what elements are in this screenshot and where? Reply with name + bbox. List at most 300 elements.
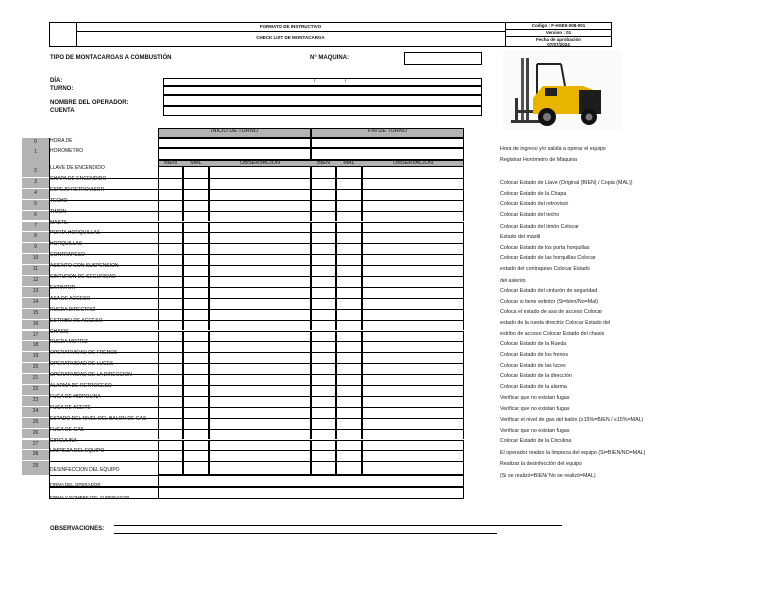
instruction-item: Colocar Estado de la dirección <box>500 373 572 379</box>
instruction-item: Coloca el estado de asa de acceso Colocar <box>500 309 603 315</box>
bien-start-cell[interactable] <box>158 211 183 222</box>
obs-end-cell[interactable] <box>362 352 464 363</box>
date-separator-1: / <box>314 78 316 84</box>
row-number: 0 <box>34 139 37 145</box>
row-label: ALARMA DE RETROCESO <box>50 383 112 389</box>
row-number: 28 <box>32 451 39 458</box>
row-number: 5 <box>34 200 37 207</box>
account-field[interactable] <box>163 106 482 116</box>
obs-start-cell[interactable] <box>209 298 311 309</box>
mal-start-cell[interactable] <box>183 363 209 374</box>
bien-start-cell[interactable] <box>158 287 183 298</box>
bien-end-cell[interactable] <box>311 243 336 254</box>
forklift-icon <box>503 50 621 130</box>
mal-end-cell[interactable] <box>336 287 362 298</box>
mal-end-cell[interactable] <box>336 363 362 374</box>
row-number: 4 <box>34 189 37 196</box>
obs-end-cell[interactable] <box>362 178 464 189</box>
obs-start-cell[interactable] <box>209 287 311 298</box>
bien-end-cell[interactable] <box>311 440 336 451</box>
row-label: RUEDA DIRECTRIZ <box>50 306 96 313</box>
instruction-item: Colocar Estado de la Chapa <box>500 191 567 197</box>
row-label: FUGA DE HIDROLINA <box>50 393 101 400</box>
col-mal-end: MAL <box>343 160 355 166</box>
mal-start-cell[interactable] <box>183 418 209 429</box>
mal-start-cell[interactable] <box>183 232 209 243</box>
mal-start-cell[interactable] <box>183 287 209 298</box>
bien-start-cell[interactable] <box>158 429 183 440</box>
col-obs-start: OBSERVACION <box>240 160 280 166</box>
bien-start-cell[interactable] <box>158 200 183 211</box>
mal-end-cell[interactable] <box>336 418 362 429</box>
col-bien-end: BIEN <box>317 160 330 166</box>
mal-end-cell[interactable] <box>336 309 362 320</box>
mal-start-cell[interactable] <box>183 254 209 265</box>
bien-end-cell[interactable] <box>311 320 336 331</box>
day-label: DÍA: <box>50 78 63 84</box>
obs-start-cell[interactable] <box>209 309 311 320</box>
obs-start-cell[interactable] <box>209 461 311 475</box>
bien-end-cell[interactable] <box>311 211 336 222</box>
mal-start-cell[interactable] <box>183 222 209 233</box>
obs-start-cell[interactable] <box>209 363 311 374</box>
instruction-item: Colocar Estado de las luces <box>500 363 566 369</box>
observations-label: OBSERVACIONES: <box>50 526 105 532</box>
instruction-item: Colocar Estado de la alarma <box>500 384 567 390</box>
obs-end-cell[interactable] <box>362 341 464 352</box>
bien-start-cell[interactable] <box>158 243 183 254</box>
instruction-item: Colocar Estado del cinturón de seguridad <box>500 288 598 294</box>
instruction-item: (Si se realizó=BIEN/ No se realizó=MAL) <box>500 473 596 479</box>
obs-start-cell[interactable] <box>209 374 311 385</box>
document-version: Version : 01 <box>545 30 572 35</box>
obs-start-cell[interactable] <box>209 396 311 407</box>
row-number: 10 <box>32 255 39 262</box>
obs-end-cell[interactable] <box>362 374 464 385</box>
table-left-line <box>49 138 50 475</box>
instruction-item: Colocar Estado de la Rueda <box>500 341 567 347</box>
obs-start-cell[interactable] <box>209 407 311 418</box>
end-time-cell[interactable] <box>311 138 464 148</box>
mal-start-cell[interactable] <box>183 396 209 407</box>
sign-operator-label: FIRMA DEL OPERADOR <box>50 482 101 487</box>
mal-end-cell[interactable] <box>336 429 362 440</box>
row-label: HOROMETRO <box>50 148 84 154</box>
obs-start-cell[interactable] <box>209 167 311 178</box>
bien-end-cell[interactable] <box>311 200 336 211</box>
mal-end-cell[interactable] <box>336 352 362 363</box>
forklift-type-title: TIPO DE MONTACARGAS A COMBUSTIÓN <box>50 55 172 61</box>
row-label: DESINFECCION DEL EQUIPO <box>50 467 120 474</box>
obs-start-cell[interactable] <box>209 385 311 396</box>
instruction-item: Colocar Estado del techo <box>500 212 560 218</box>
bien-start-cell[interactable] <box>158 396 183 407</box>
checklist-title: CHECK LIST DE MONTACARGA <box>256 35 325 40</box>
row-number: 12 <box>32 277 39 283</box>
mal-end-cell[interactable] <box>336 189 362 200</box>
instruction-item: del asiento <box>500 278 526 284</box>
row-number: 11 <box>32 266 39 273</box>
obs-end-cell[interactable] <box>362 276 464 287</box>
row-number: 27 <box>32 440 39 447</box>
obs-end-cell[interactable] <box>362 396 464 407</box>
obs-start-cell[interactable] <box>209 265 311 276</box>
row-label: ESTRIBO DE ACCESO <box>50 317 103 324</box>
row-label: TIMON <box>50 208 67 215</box>
obs-end-cell[interactable] <box>362 287 464 298</box>
observations-line-1 <box>114 525 562 526</box>
obs-end-cell[interactable] <box>362 450 464 461</box>
instruction-item: Registrar Horómetro de Máquina <box>500 157 578 163</box>
bien-end-cell[interactable] <box>311 178 336 189</box>
row-label: ASA DE ACCESO <box>50 295 91 302</box>
bien-start-cell[interactable] <box>158 298 183 309</box>
row-label: ASIENTO CON SUSPENSION <box>50 263 119 270</box>
obs-start-cell[interactable] <box>209 429 311 440</box>
machine-number-label: N° MAQUINA: <box>310 55 350 61</box>
bien-end-cell[interactable] <box>311 287 336 298</box>
row-label: OPERATIVIDAD DE LA DIRECCION <box>50 372 132 379</box>
obs-end-cell[interactable] <box>362 189 464 200</box>
obs-start-cell[interactable] <box>209 254 311 265</box>
bien-start-cell[interactable] <box>158 320 183 331</box>
mal-start-cell[interactable] <box>183 341 209 352</box>
mal-end-cell[interactable] <box>336 407 362 418</box>
row-label: HORA DE <box>50 138 73 144</box>
obs-end-cell[interactable] <box>362 461 464 475</box>
approval-label: Fecha de aprobación <box>535 37 581 42</box>
obs-end-cell[interactable] <box>362 232 464 243</box>
row-label: LLAVE DE ENCENDIDO <box>50 165 105 171</box>
obs-start-cell[interactable] <box>209 189 311 200</box>
mal-end-cell[interactable] <box>336 178 362 189</box>
mal-start-cell[interactable] <box>183 309 209 320</box>
col-obs-end: OBSERVACION <box>393 160 433 166</box>
bien-start-cell[interactable] <box>158 385 183 396</box>
bien-end-cell[interactable] <box>311 298 336 309</box>
bien-start-cell[interactable] <box>158 374 183 385</box>
bien-end-cell[interactable] <box>311 222 336 233</box>
mal-end-cell[interactable] <box>336 374 362 385</box>
bien-start-cell[interactable] <box>158 450 183 461</box>
bien-start-cell[interactable] <box>158 232 183 243</box>
obs-start-cell[interactable] <box>209 352 311 363</box>
row-label: RUEDA MOTRIZ <box>50 339 88 346</box>
obs-start-cell[interactable] <box>209 222 311 233</box>
operator-name-field[interactable] <box>163 95 482 106</box>
mal-end-cell[interactable] <box>336 200 362 211</box>
instruction-item: Verificar que no existan fugas <box>500 406 570 412</box>
bien-start-cell[interactable] <box>158 167 183 178</box>
row-label: CIRCULINA <box>50 437 77 444</box>
row-number: 20 <box>32 364 39 371</box>
instruction-item: estado de la rueda directriz Colocar Estado del <box>500 320 611 326</box>
format-title: FORMATO DE INSTRUCTIVO <box>259 24 322 29</box>
mal-end-cell[interactable] <box>336 461 362 475</box>
row-number-cell <box>22 160 49 167</box>
row-label: OPERATIVIDAD DE FRENOS <box>50 350 118 357</box>
end-shift-header: FIN DE TURNO <box>367 128 407 134</box>
bien-end-cell[interactable] <box>311 309 336 320</box>
row-number: 6 <box>34 211 37 218</box>
bien-end-cell[interactable] <box>311 374 336 385</box>
sign-supervisor-label: FIRMA Y NOMBRE DEL SUPERVISOR <box>50 495 130 500</box>
row-number: 23 <box>32 396 39 403</box>
mal-start-cell[interactable] <box>183 298 209 309</box>
obs-start-cell[interactable] <box>209 320 311 331</box>
start-time-cell[interactable] <box>158 138 311 148</box>
bien-end-cell[interactable] <box>311 396 336 407</box>
mal-end-cell[interactable] <box>336 232 362 243</box>
start-time-cell[interactable] <box>158 148 311 160</box>
bien-start-cell[interactable] <box>158 461 183 475</box>
obs-end-cell[interactable] <box>362 440 464 451</box>
bien-start-cell[interactable] <box>158 189 183 200</box>
bien-start-cell[interactable] <box>158 276 183 287</box>
row-label: FUGA DE GAS <box>50 426 84 433</box>
obs-start-cell[interactable] <box>209 178 311 189</box>
obs-end-cell[interactable] <box>362 243 464 254</box>
bien-end-cell[interactable] <box>311 232 336 243</box>
mal-start-cell[interactable] <box>183 331 209 342</box>
bien-end-cell[interactable] <box>311 363 336 374</box>
bien-end-cell[interactable] <box>311 429 336 440</box>
mal-end-cell[interactable] <box>336 341 362 352</box>
obs-end-cell[interactable] <box>362 222 464 233</box>
obs-start-cell[interactable] <box>209 232 311 243</box>
observations-line-2 <box>114 533 497 534</box>
obs-start-cell[interactable] <box>209 211 311 222</box>
row-label: CHAPA DE ENCENDIDO <box>50 175 107 182</box>
instruction-item: estribo de acceso Colocar Estado del chasis <box>500 331 605 337</box>
mal-start-cell[interactable] <box>183 450 209 461</box>
mal-start-cell[interactable] <box>183 211 209 222</box>
mal-end-cell[interactable] <box>336 276 362 287</box>
operator-signature-field[interactable] <box>49 475 464 487</box>
machine-number-field[interactable] <box>404 52 482 65</box>
bien-end-cell[interactable] <box>311 407 336 418</box>
bien-start-cell[interactable] <box>158 254 183 265</box>
instruction-item: Verificar el nivel de gas del balón (≥15%=BIEN / ≤15%=MAL) <box>500 417 644 423</box>
mal-end-cell[interactable] <box>336 265 362 276</box>
instruction-item: Colocar Estado de las horquillas Colocar <box>500 255 596 261</box>
col-mal-start: MAL <box>190 160 202 166</box>
bien-end-cell[interactable] <box>311 276 336 287</box>
date-separator-2: / <box>345 78 347 84</box>
row-number: 7 <box>34 222 37 229</box>
bien-start-cell[interactable] <box>158 178 183 189</box>
instruction-item: Realizar la desinfección del equipo <box>500 461 582 467</box>
row-number: 16 <box>32 320 39 327</box>
row-label: ESPEJO RETROVISOR <box>50 186 105 193</box>
obs-end-cell[interactable] <box>362 200 464 211</box>
mal-start-cell[interactable] <box>183 407 209 418</box>
instruction-item: Colocar si tiene extintor (Si=bien/No=Mal) <box>500 299 599 305</box>
row-label: ESTADO DEL NIVEL DEL BALON DE GAS <box>50 415 147 422</box>
obs-end-cell[interactable] <box>362 320 464 331</box>
operator-name-label: NOMBRE DEL OPERADOR: <box>50 100 129 106</box>
row-label: CONTRAPESO <box>50 252 86 259</box>
bien-start-cell[interactable] <box>158 363 183 374</box>
bien-end-cell[interactable] <box>311 167 336 178</box>
forklift-photo <box>503 50 621 130</box>
approval-date: 07/07/2024 <box>547 42 570 47</box>
bien-end-cell[interactable] <box>311 254 336 265</box>
row-number: 29 <box>32 463 39 470</box>
bien-start-cell[interactable] <box>158 352 183 363</box>
mal-start-cell[interactable] <box>183 385 209 396</box>
instruction-item: El operador realizo la limpieza del equipo (Si=BIEN/NO=MAL) <box>500 450 646 456</box>
obs-start-cell[interactable] <box>209 331 311 342</box>
row-number: 1 <box>34 149 37 155</box>
obs-end-cell[interactable] <box>362 407 464 418</box>
row-number: 26 <box>32 429 39 436</box>
row-number: 2 <box>34 168 37 174</box>
bien-end-cell[interactable] <box>311 450 336 461</box>
instruction-item: Colocar Estado de los porta horquillas <box>500 245 590 251</box>
row-label: FUGA DE ACEITE <box>50 404 92 411</box>
mal-start-cell[interactable] <box>183 429 209 440</box>
obs-end-cell[interactable] <box>362 309 464 320</box>
obs-start-cell[interactable] <box>209 200 311 211</box>
bien-start-cell[interactable] <box>158 331 183 342</box>
mal-start-cell[interactable] <box>183 178 209 189</box>
instruction-item: Hora de ingreso y/o salida a operar el equipo <box>500 146 606 152</box>
row-number: 13 <box>32 287 39 294</box>
end-time-cell[interactable] <box>311 148 464 160</box>
instruction-item: Colocar Estado del retrovisor <box>500 201 569 207</box>
row-number: 17 <box>32 331 39 338</box>
mal-start-cell[interactable] <box>183 265 209 276</box>
row-number: 25 <box>32 418 39 425</box>
mal-end-cell[interactable] <box>336 222 362 233</box>
obs-start-cell[interactable] <box>209 440 311 451</box>
obs-end-cell[interactable] <box>362 331 464 342</box>
instruction-item: estado del contrapeso Colocar Estado <box>500 266 590 272</box>
instruction-item: Colocar Estado de Llave (Original (BIEN) / Copia (MAL)) <box>500 180 633 186</box>
bien-start-cell[interactable] <box>158 341 183 352</box>
mal-end-cell[interactable] <box>336 396 362 407</box>
row-label: OPERATIVIDAD DE LUCES <box>50 361 114 368</box>
bien-start-cell[interactable] <box>158 440 183 451</box>
bien-end-cell[interactable] <box>311 189 336 200</box>
row-number: 19 <box>32 353 39 360</box>
day-field[interactable] <box>163 78 482 86</box>
bien-end-cell[interactable] <box>311 385 336 396</box>
row-label: CINTURON DE SEGURIDAD <box>50 274 116 280</box>
bien-start-cell[interactable] <box>158 265 183 276</box>
instruction-item: Colocar Estado de los frenos <box>500 352 569 358</box>
mal-end-cell[interactable] <box>336 440 362 451</box>
account-label: CUENTA <box>50 108 75 114</box>
row-label: HORQUILLAS <box>50 241 83 248</box>
row-number: 18 <box>32 342 39 349</box>
obs-start-cell[interactable] <box>209 341 311 352</box>
mal-end-cell[interactable] <box>336 385 362 396</box>
obs-start-cell[interactable] <box>209 450 311 461</box>
mal-start-cell[interactable] <box>183 461 209 475</box>
obs-start-cell[interactable] <box>209 418 311 429</box>
bien-end-cell[interactable] <box>311 331 336 342</box>
obs-start-cell[interactable] <box>209 276 311 287</box>
row-number: 15 <box>32 309 39 316</box>
mal-start-cell[interactable] <box>183 320 209 331</box>
mal-start-cell[interactable] <box>183 243 209 254</box>
bien-end-cell[interactable] <box>311 352 336 363</box>
mal-start-cell[interactable] <box>183 440 209 451</box>
obs-end-cell[interactable] <box>362 254 464 265</box>
obs-end-cell[interactable] <box>362 265 464 276</box>
bien-end-cell[interactable] <box>311 265 336 276</box>
mal-start-cell[interactable] <box>183 200 209 211</box>
row-number: 8 <box>34 233 37 240</box>
mal-end-cell[interactable] <box>336 298 362 309</box>
row-number: 9 <box>34 244 37 251</box>
bien-start-cell[interactable] <box>158 418 183 429</box>
col-bien-start: BIEN <box>164 160 177 166</box>
mal-end-cell[interactable] <box>336 211 362 222</box>
obs-end-cell[interactable] <box>362 429 464 440</box>
instruction-item: Estado del mástil <box>500 234 541 240</box>
obs-end-cell[interactable] <box>362 418 464 429</box>
obs-end-cell[interactable] <box>362 298 464 309</box>
row-number: 22 <box>32 386 39 392</box>
instruction-item: Colocar Estado de la Circulina <box>500 438 572 444</box>
row-label: PORTA HORQUILLAS <box>50 230 101 237</box>
mal-start-cell[interactable] <box>183 167 209 178</box>
bien-end-cell[interactable] <box>311 341 336 352</box>
mal-end-cell[interactable] <box>336 167 362 178</box>
mal-start-cell[interactable] <box>183 352 209 363</box>
bien-end-cell[interactable] <box>311 461 336 475</box>
mal-end-cell[interactable] <box>336 320 362 331</box>
row-label: CHASIS <box>50 328 69 335</box>
row-number: 14 <box>32 298 39 305</box>
mal-end-cell[interactable] <box>336 243 362 254</box>
row-label: LIMPIEZA DEL EQUIPO <box>50 448 105 455</box>
bien-start-cell[interactable] <box>158 309 183 320</box>
shift-label: TURNO: <box>50 86 74 92</box>
mal-end-cell[interactable] <box>336 450 362 461</box>
row-label: MASTIL <box>50 219 69 226</box>
obs-start-cell[interactable] <box>209 243 311 254</box>
mal-start-cell[interactable] <box>183 189 209 200</box>
start-shift-header: INICIO DE TURNO <box>211 128 258 134</box>
shift-field[interactable] <box>163 86 482 95</box>
obs-end-cell[interactable] <box>362 211 464 222</box>
bien-start-cell[interactable] <box>158 407 183 418</box>
document-code: Codigo : F-HSEII-008-001 <box>531 23 586 28</box>
row-number: 3 <box>34 178 37 185</box>
bien-start-cell[interactable] <box>158 222 183 233</box>
instruction-item: Colocar Estado del timón Colocar <box>500 224 579 230</box>
header-divider-mid <box>76 31 505 32</box>
instruction-item: Verificar que no existan fugas <box>500 428 570 434</box>
mal-start-cell[interactable] <box>183 276 209 287</box>
mal-end-cell[interactable] <box>336 254 362 265</box>
row-number: 24 <box>32 407 39 414</box>
mal-start-cell[interactable] <box>183 374 209 385</box>
obs-end-cell[interactable] <box>362 363 464 374</box>
mal-end-cell[interactable] <box>336 331 362 342</box>
row-label: TECHO <box>50 197 68 204</box>
obs-end-cell[interactable] <box>362 385 464 396</box>
row-label: EXTINTOR <box>50 284 76 291</box>
row-number: 21 <box>32 375 39 382</box>
obs-end-cell[interactable] <box>362 167 464 178</box>
bien-end-cell[interactable] <box>311 418 336 429</box>
signature-divider <box>158 475 159 499</box>
